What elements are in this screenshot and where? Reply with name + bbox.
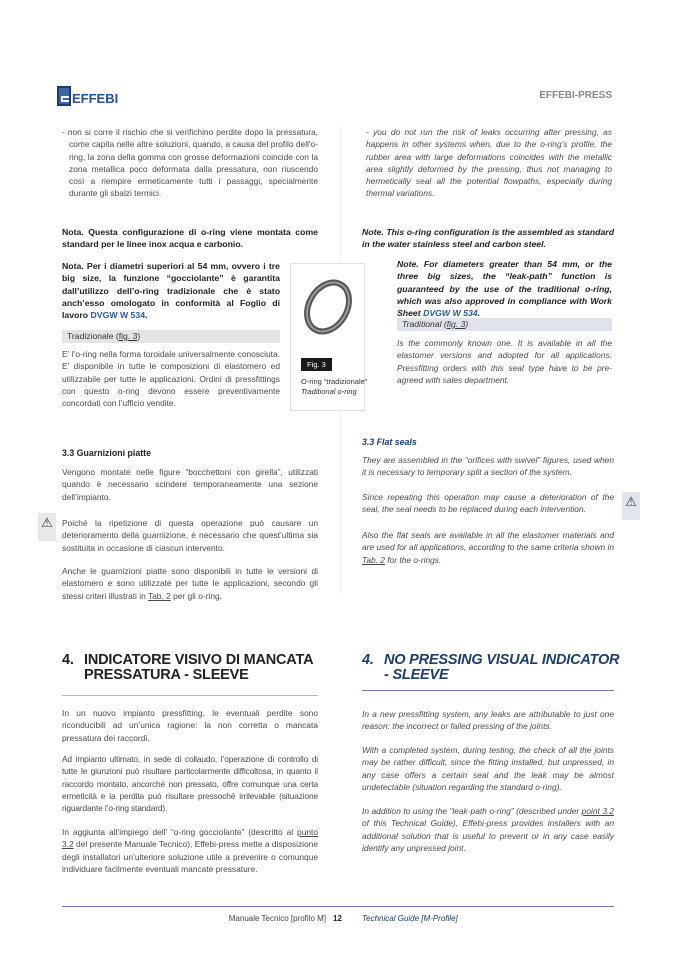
left-bullet-paragraph: - non si corre il rischio che si verifichino perdite dopo la pressatura, come capita nelle altre soluzioni, quando, a causa del profilo dell'o-ring, la zona della gomma con grosse deformazioni coincide con la zona metallica poco deformata dalla pressatura, non riuscendo così a riempire ermeticamente tutti i passaggi, specialmente durante gli sbalzi termici.: [62, 127, 318, 199]
heading-rule: [362, 690, 614, 691]
tab-link[interactable]: Tab. 2: [362, 554, 385, 565]
right-flat-seals-p1: They are assembled in the “orifices with swivel” figures, used when it is necessary to temporary split a section of the system.: [362, 455, 614, 478]
left-flat-seals-p2: Poiché la ripetizione di questa operazione può causare un deterioramento della guarnizione, è necessario che quest’ultima sia sostituita in occasione di ciascun intervento.: [62, 518, 318, 553]
figure-caption-it: O-ring “tradizionale”: [301, 377, 368, 386]
left-flat-seals-p3: [62, 565, 318, 602]
logo-mark: [57, 86, 71, 106]
heading-text: Tradizionale (: [67, 331, 119, 341]
o-ring-image: [298, 272, 358, 342]
right-traditional-text: Is the commonly known one. It is available in all the elastomer versions and adopted for all applications. Pressfitting orders with this seal type have to be pre-agreed with sales department.: [397, 338, 612, 385]
left-note-diameters: Nota. Per i diametri superiori al 54 mm, ovvero i tre big size, la funzione “gocciolante” è garantita dall’utilizzo dell’o-ring tradizionale che è stato anch’esso omologato in conformità al Foglio di lavoro DVGW W 534.: [62, 261, 280, 321]
text: del presente Manuale Tecnico), Effebi-press mette a disposizione degli installatori un’ulteriore soluzione utile a prevenire o comunque individuare facilmente eventuali mancate pressature.: [62, 839, 318, 874]
right-s4-p2: With a completed system, during testing, the check of all the joints may be rather difficult, since the fitting installed, but unpressed, in any case offers a certain seal and the leak may be almost undetectable (situation regarding the standard o-ring).: [362, 745, 614, 792]
left-note-standard: Nota. Questa configurazione di o-ring viene montata come standard per le linee inox acqua e carbonio.: [62, 227, 318, 250]
section-number: 4.: [362, 652, 374, 668]
left-flat-seals-p1: Vengono montate nelle figure “bocchettoni con girella”, utilizzati quando è necessario scindere temporaneamente una sezione dell’impianto.: [62, 467, 318, 502]
left-s4-p1: In un nuovo impianto pressfitting, le eventuali perdite sono riconducibili ad un’unica ragione: la non corretta o mancata pressatura dei raccordi.: [62, 708, 318, 743]
text: of this Technical Guide), Effebi-press provides installers with an additional solution that is useful to prevent or in any case easily identify any unpressed joint.: [362, 818, 614, 853]
footer-rule: [62, 906, 614, 907]
page-number: 12: [333, 914, 342, 923]
right-note-diameters: Note. For diameters greater than 54 mm, or the three big sizes, the “leak-path” function is guaranteed by the use of the traditional o-ring, which was also approved in compliance with Work Sheet DVGW W 534.: [397, 259, 612, 319]
traditional-heading-bar: Tradizionale (fig. 3): [62, 330, 280, 343]
left-s4-p3: [62, 826, 318, 875]
text: Anche le guarnizioni piatte sono disponibili in tutte le versioni di elastomero e sono utilizzate per tutte le applicazioni, secondo gli stessi criteri illustrati in: [62, 566, 318, 601]
dvgw-link[interactable]: DVGW W 534: [90, 310, 146, 321]
right-flat-seals-p2: Since repeating this operation may cause a deterioration of the seal, the seal needs to be replaced during each intervention.: [362, 492, 614, 515]
note-text: Nota. Per i diametri superiori al 54 mm, ovvero i tre big size, la funzione “gocciolante” è garantita dall’utilizzo dell’o-ring tradizionale che è stato anch’esso omologato in conformità al Foglio di lavoro: [62, 261, 280, 321]
left-section-3-3-title: 3.3 Guarnizioni piatte: [62, 448, 151, 458]
left-section-4-heading: [62, 653, 322, 683]
note-text: Note. For diameters greater than 54 mm, or the three big sizes, the “leak-path” function is guaranteed by the use of the traditional o-ring, which was also approved in compliance with Work Sheet: [397, 259, 612, 319]
logo-text: EFFEBI: [72, 91, 119, 106]
footer-manual-en: Technical Guide [M-Profile]: [362, 914, 458, 923]
footer-manual-it: Manuale Tecnico [profilo M]: [228, 914, 326, 923]
section-title: INDICATORE VISIVO DI MANCATA PRESSATURA - SLEEVE: [84, 652, 313, 683]
figure-caption-en: Traditional o-ring: [301, 387, 357, 396]
left-traditional-text: E’ l’o-ring nella forma toroidale universalmente conosciuta. E’ disponibile in tutte le composizioni di elastomero ed utilizzabile per tutte le applicazioni. Ordini di pressfittings con questo o-ring devono essere preventivamente concordati con l’ufficio vendite.: [62, 349, 280, 409]
heading-text: Traditional (: [402, 319, 447, 329]
point-link[interactable]: punto 3.2: [62, 827, 318, 850]
text: In addition to using the “leak-path o-ring” (described under: [362, 806, 582, 816]
section-title: NO PRESSING VISUAL INDICATOR - SLEEVE: [384, 652, 620, 683]
tab-link[interactable]: Tab. 2: [147, 590, 171, 601]
heading-rule: [62, 695, 318, 696]
left-s4-p2: Ad impianto ultimato, in sede di collaudo, l’operazione di controllo di tutte le giunzioni può risultare particolarmente difficoltosa, in quanto il raccordo montato, ancorché non pressato, offre comunque una certa ermeticità e la perdita può risultare pressoché irrilevabile (situazione riguardante l’o-ring standard).: [62, 754, 318, 814]
section-number: 4.: [62, 652, 74, 668]
figure-label: Fig. 3: [301, 358, 332, 371]
warning-icon: ⚠: [622, 492, 640, 520]
brand-title: EFFEBI-PRESS: [539, 90, 612, 101]
traditional-heading-bar-en: Traditional (fig. 3): [397, 318, 612, 331]
right-bullet-paragraph: - you do not run the risk of leaks occurring after pressing, as happens in other systems when, due to the o-ring’s profile, the rubber area with large deformations coincides with the metallic area slightly deformed by the pressing, thus not managing to hermetically seal all the potential flowpaths, especially during thermal variations.: [366, 127, 612, 199]
text: Also the flat seals are available in all the elastomer materials and are used for all applications, according to the same criteria shown in: [362, 530, 614, 553]
warning-icon: ⚠: [38, 513, 56, 541]
right-s4-p1: In a new pressfitting system, any leaks are attributable to just one reason: the incorrect or failed pressing of the joints.: [362, 709, 614, 732]
figure-box: [290, 263, 368, 411]
fig-link[interactable]: fig. 3: [118, 331, 138, 341]
dvgw-link[interactable]: DVGW W 534: [423, 308, 478, 319]
text: for the o-rings.: [384, 554, 442, 565]
right-section-3-3-title: 3.3 Flat seals: [362, 437, 417, 447]
logo: [57, 86, 118, 106]
fig-link[interactable]: fig. 3: [446, 319, 466, 329]
text: In aggiunta all’impiego dell’ “o-ring gocciolante” (descritto al: [62, 827, 298, 837]
right-s4-p3: [362, 805, 614, 854]
right-note-standard: Note. This o-ring configuration is the assembled as standard in the water stainless steel and carbon steel.: [362, 227, 614, 250]
right-section-4-heading: [362, 653, 622, 683]
right-flat-seals-p3: [362, 529, 614, 566]
text: per gli o-ring.: [170, 590, 222, 601]
point-link[interactable]: point 3.2: [581, 806, 614, 816]
